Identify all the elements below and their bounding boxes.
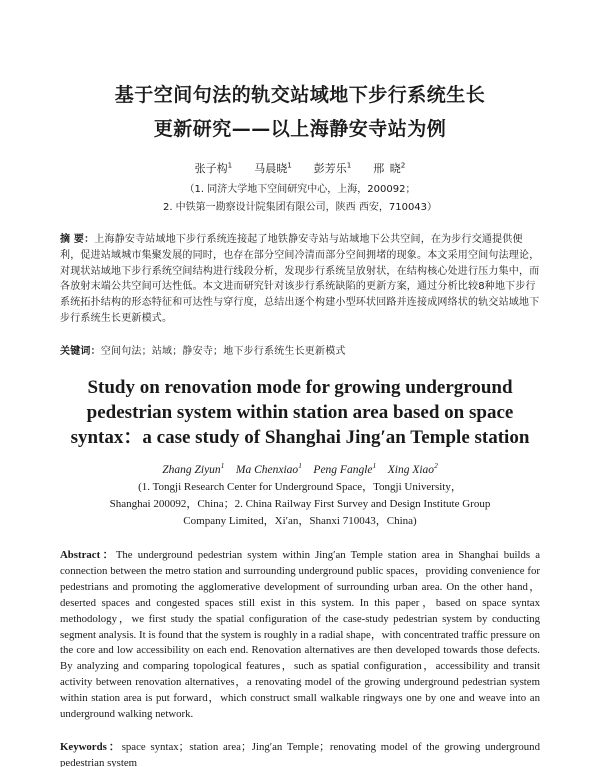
author-cn: 马晨晓	[254, 162, 288, 175]
keywords-cn-label: 关键词：	[60, 346, 101, 357]
abstract-cn-text: 上海静安寺站域地下步行系统连接起了地铁静安寺站与站域地下公共空间，在为步行交通提供便利，促进站域城市集聚发展的同时，也存在部分空间冷清而部分空间拥堵的现象。本文采用空间句法理论，对现状站域地下步行系统空间结构进行线段分析，发现步行系统呈放射状，在结构核心处进行压力集中，而各放射末端公共空间可达性低。本文进而研究针对该步行系统缺陷的更新方案，通过分析比较8种地下步行系统拓扑结构的形态特征和可达性与穿行度，总结出逐个构建小型环状回路并连接成网络状的轨交站域地下步行系统生长更新模式。	[60, 234, 540, 324]
author-en: Peng Fangle	[313, 463, 373, 476]
abstract-cn-label: 摘 要：	[60, 234, 95, 245]
author-cn: 张子构	[194, 162, 228, 175]
abstract-cn	[60, 232, 540, 344]
author-cn: 邢 晓	[373, 162, 401, 175]
keywords-en-label: Keywords：	[60, 741, 122, 753]
keywords-cn-text: 空间句法；站域；静安寺；地下步行系统生长更新模式	[100, 346, 346, 357]
title-en-line3: syntax：a case study of Shanghai Jing′an Temple station	[70, 427, 530, 448]
author-cn: 彭芳乐	[313, 162, 347, 175]
abstract-en-text: The underground pedestrian system within Jing′an Temple station area in Shanghai builds a connection between the metro station and surrounding underground public spaces，providing convenience for pedestrians and promoting the agglomerative development of surrounding urban area. On the other hand，deserted spaces and congested spaces still exist in this system. In this paper，based on space syntax methodology，we first study the spatial configuration of the case-study pedestrian system by conducting segment analysis. It is found that the system is roughly in a radial shape，with concentrated traffic pressure on the core and low accessibility on each end. Renovation alternatives are then developed towards those defects. By analyzing and comparing topological features，such as spatial configuration，accessibility and transit activity between renovation alternatives，a renovating model of the growing underground pedestrian system within station area is put forward，which construct small walkable ringways one by one and weave into an underground walking network.	[60, 549, 540, 721]
affiliation-en-line1: (1. Tongji Research Center for Underground Space，Tongji University，	[138, 481, 462, 493]
abstract-en-label: Abstract：	[60, 549, 116, 561]
title-en-line1: Study on renovation mode for growing underground	[87, 377, 513, 398]
affiliation-cn-line2: 2. 中铁第一勘察设计院集团有限公司，陕西 西安，710043）	[162, 202, 438, 213]
authors-en: Zhang Ziyun$^1$ Ma Chenxiao$^1$ Peng Fangle$^1$ Xing Xiao$^2$	[162, 461, 438, 476]
author-en: Zhang Ziyun	[162, 463, 221, 476]
title-cn-line2: 更新研究——以上海静安寺站为例	[153, 118, 447, 140]
abstract-en	[60, 548, 540, 739]
keywords-cn	[60, 344, 540, 360]
keywords-en-text: space syntax；station area；Jing′an Temple；renovating model of the growing underground pedestrian system	[60, 741, 540, 767]
affiliation-en-line3: Company Limited，Xi′an，Shanxi 710043，China)	[183, 515, 417, 527]
title-cn-line1: 基于空间句法的轨交站域地下步行系统生长	[114, 84, 486, 106]
keywords-en	[60, 740, 540, 767]
author-en: Xing Xiao	[387, 463, 435, 476]
affiliation-cn-line1: （1. 同济大学地下空间研究中心，上海，200092；	[184, 184, 416, 195]
affiliation-en-line2: Shanghai 200092，China；2. China Railway First Survey and Design Institute Group	[109, 498, 491, 510]
authors-cn: 张子构$^1$ 马晨晓$^1$ 彭芳乐$^1$ 邢 晓$^2$	[194, 160, 406, 175]
author-en: Ma Chenxiao	[235, 463, 299, 476]
title-en-line2: pedestrian system within station area based on space	[86, 402, 514, 423]
